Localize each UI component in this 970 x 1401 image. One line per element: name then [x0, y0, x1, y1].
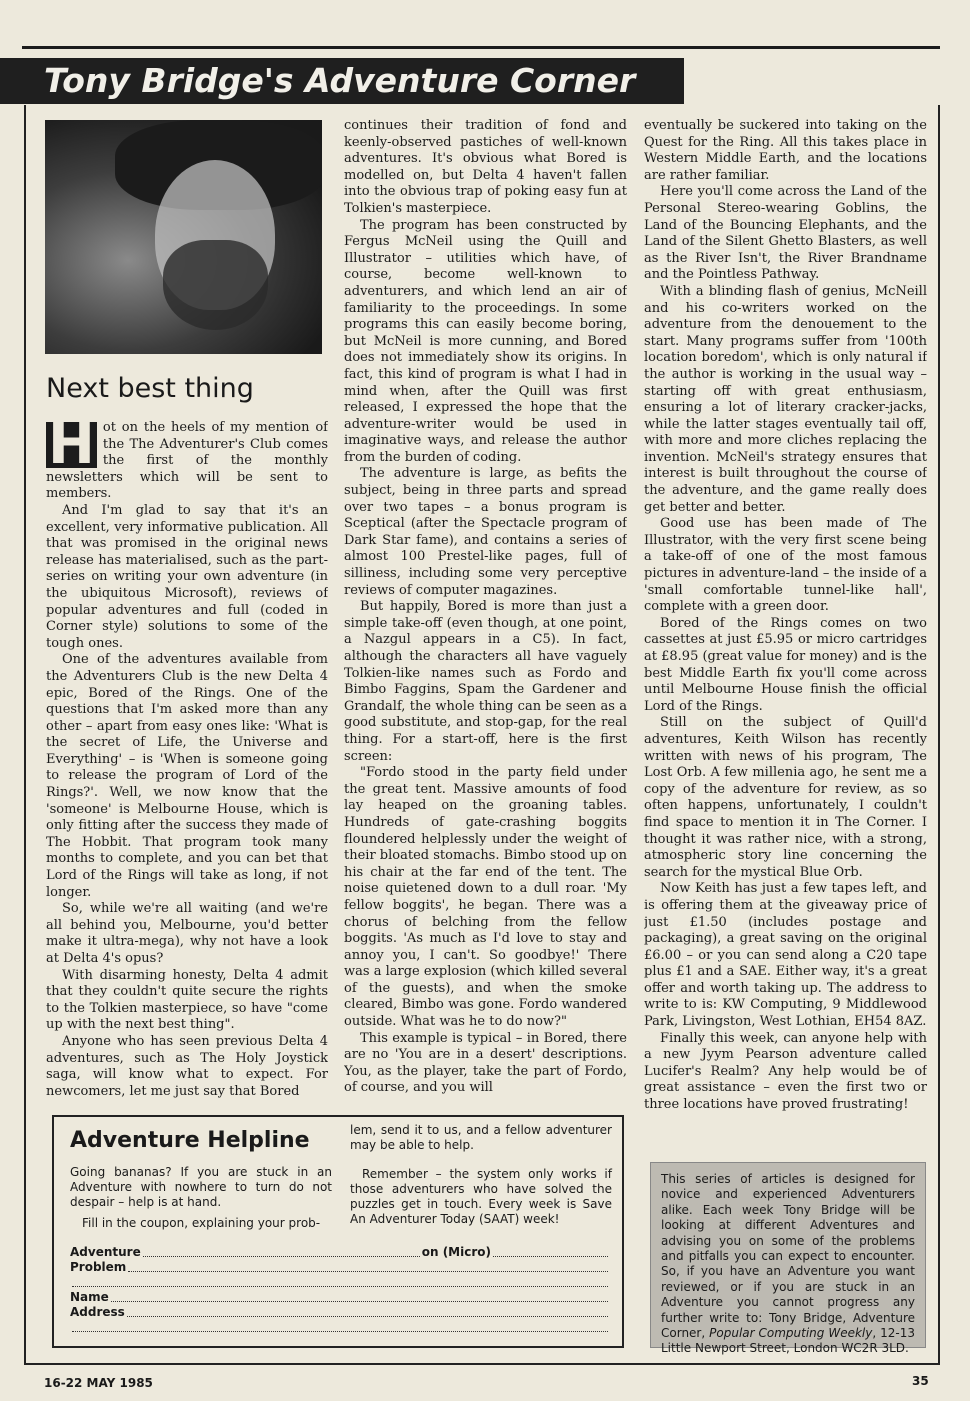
article-column-3 [644, 118, 927, 1158]
paragraph: "Fordo stood in the party field under the great tent. Massive amounts of food lay heaped on the groaning tables. Hundreds of gate-crashing boggits floundered helplessly under the weight of their bloated stomachs. Bimbo stood up on his chair at the far end of the tent. The noise quietened down to a dull roar. 'My fellow boggits', he began. There was a chorus of belching from the fellow boggits. 'As much as I'd love to stay and annoy you, I can't. So goodbye!' There was a large explosion (which killed several of the guests), and when the smoke cleared, Bimbo was gone. Fordo wandered outside. What was he to do now?" [344, 765, 627, 1030]
article-headline: Next best thing [46, 373, 254, 404]
address-field-2[interactable] [72, 1320, 608, 1332]
paragraph: Bored of the Rings comes on two cassettes at just £5.95 or micro cartridges at £8.95 (great value for money) and is the best Middle Earth fix you'll come across until Melbourne House finish the official Lord of the Rings. [644, 615, 927, 714]
paragraph: eventually be suckered into taking on the Quest for the Ring. All this takes place in Western Middle Earth, and the locations are rather familiar. [644, 118, 927, 183]
paragraph: H ot on the heels of my mention of the The Adventurer's Club comes the first of the monthly newsletters which will be sent to members. [46, 420, 328, 502]
magazine-name: Popular Computing Weekly [709, 1326, 873, 1341]
column-banner: Tony Bridge's Adventure Corner [0, 58, 684, 104]
adventure-row [70, 1245, 610, 1260]
micro-field[interactable] [493, 1245, 608, 1257]
address-label: Address [70, 1305, 125, 1319]
paragraph: The adventure is large, as befits the subject, being in three parts and spread over two tapes – a bonus program is Sceptical (after the Spectacle program of Dark Star fame), and contains a series of almost 100 Prestel-like pages, full of silliness, including some very perceptive reviews of computer magazines. [344, 466, 627, 598]
paragraph: Still on the subject of Quill'd adventures, Keith Wilson has recently written with news of his program, The Lost Orb. A few millenia ago, he sent me a copy of the adventure for review, as so often happens, unfortunately, I couldn't find space to mention it in The Corner. I thought it was rather nice, with a strong, atmospheric story line concerning the search for the mystical Blue Orb. [644, 715, 927, 880]
problem-row [70, 1260, 610, 1275]
paragraph: But happily, Bored is more than just a simple take-off (even though, at one point, a Nazgul appears in a C5). In fact, although the characters all have vaguely Tolkien-like names such as Fordo and Bimbo Faggins, Spam the Gardener and Grandalf, the whole thing can be seen as a good substitute, and stop-gap, for the real thing. For a start-off, here is the first screen: [344, 599, 627, 764]
helpline-column-1 [70, 1165, 332, 1237]
name-row [70, 1290, 610, 1305]
paragraph: Good use has been made of The Illustrator, with the very first scene being a take-off of one of the most famous pictures in adventure-land – the inside of a 'small comfortable tunnel-like hall', complete with a green door. [644, 516, 927, 615]
problem-field[interactable] [128, 1260, 608, 1272]
drop-cap: H [48, 420, 95, 477]
address-row [70, 1305, 610, 1320]
helpline-coupon [52, 1115, 624, 1348]
paragraph: With a blinding flash of genius, McNeill and his co-writers worked on the adventure from the denouement to the start. Many programs suffer from '100th location boredom', which is only natural if the author is working in the usual way – starting off with great enthusiasm, ensuring a lot of literary cracker-jacks, while the latter stages eventually tail off, with more and more cliches replacing the invention. McNeil's strategy ensures that interest is built throughout the course of the adventure, and the game really does get better and better. [644, 283, 927, 515]
adventure-label: Adventure [70, 1245, 141, 1259]
address-field[interactable] [127, 1305, 608, 1317]
helpline-column-2 [350, 1123, 612, 1233]
article-column-2 [344, 118, 627, 1113]
helpline-text: Fill in the coupon, explaining your prob- [82, 1216, 321, 1230]
paragraph: Anyone who has seen previous Delta 4 adventures, such as The Holy Joystick saga, will know what to expect. For newcomers, let me just say that Bored [46, 1033, 328, 1099]
paragraph: And I'm glad to say that it's an excellent, very informative publication. All that was promised in the original news release has materialised, such as the part-series on writing your own adventure (in the ubiquitous Microsoft), reviews of popular adventures and full (coded in Corner style) solutions to some of the tough ones. [46, 502, 328, 651]
address-row-2 [70, 1320, 610, 1335]
paragraph: Finally this week, can anyone help with a new Jyym Pearson adventure called Lucifer's Realm? Any help would be of great assistance – even the first two or three locations have proved frustrating! [644, 1030, 927, 1113]
name-field[interactable] [111, 1290, 608, 1302]
micro-label: on (Micro) [421, 1245, 491, 1259]
problem-label: Problem [70, 1260, 127, 1274]
paragraph: Here you'll come across the Land of the Personal Stereo-wearing Goblins, the Land of the Bouncing Elephants, and the Land of the Silent Ghetto Blasters, as well as the River Isn't, the River Brandname and the Pointless Pathway. [644, 184, 927, 283]
info-text: This series of articles is designed for novice and experienced Adventurers alike. Each week Tony Bridge will be looking at different Adventures and advising you on some of the problems and pitfalls you can expect to encounter. So, if you have an Adventure you want reviewed, or if you are stuck in an Adventure you cannot progress any further write to: Tony Bridge, Adventure Corner, [661, 1172, 915, 1341]
paragraph: continues their tradition of fond and keenly-observed pastiches of well-known adventures. It's obvious what Bored is modelled on, but Delta 4 haven't fallen into the obvious trap of poking easy fun at Tolkien's masterpiece. [344, 118, 627, 216]
paragraph: This example is typical – in Bored, there are no 'You are in a desert' descriptions. You, as the player, take the part of Fordo, of course, and you will [344, 1030, 627, 1096]
helpline-text: Going bananas? If you are stuck in an Adventure with nowhere to turn do not despair – help is at hand. [70, 1165, 332, 1209]
top-rule [22, 46, 940, 49]
coupon-form [70, 1245, 610, 1335]
helpline-text: Remember – the system only works if those adventurers who have solved the puzzles get in touch. Every week is Save An Adventurer Today (SAAT) week! [350, 1167, 612, 1226]
adventure-field[interactable] [143, 1245, 420, 1257]
name-label: Name [70, 1290, 109, 1304]
paragraph: One of the adventures available from the Adventurers Club is the new Delta 4 epic, Bored of the Rings. One of the questions that I'm asked more than any other – apart from easy ones like: 'What is the secret of Life, the Universe and Everything' – is 'When is someone going to release the program of Lord of the Rings?'. Well, we now know that the 'someone' is Melbourne House, which is only fitting after the success they made of The Hobbit. That program took many months to complete, and you can bet that Lord of the Rings will take as long, if not longer. [46, 652, 328, 900]
photo-beard [163, 240, 268, 330]
paragraph: Now Keith has just a few tapes left, and is offering them at the giveaway price of just £1.50 (includes postage and packaging), a great saving on the original £6.00 – or you can send along a C20 tape plus £1 and a SAE. Either way, it's a great offer and worth taking up. The address to write to is: KW Computing, 9 Middlewood Park, Livingston, West Lothian, EH54 8AZ. [644, 881, 927, 1030]
author-photo [45, 120, 322, 354]
paragraph: The program has been constructed by Fergus McNeil using the Quill and Illustrator – utilities which have, of course, become well-known to adventurers, and which lend an air of familiarity to the proceedings. In some programs this can easily become boring, but McNeil is more cunning, and Bored does not immediately show its origins. In fact, this kind of program is what I had in mind when, after the Quill was first released, I expressed the hope that the adventure-writer would be used in imaginative ways, and release the author from the burden of coding. [344, 217, 627, 465]
article-column-1 [46, 420, 328, 1100]
paragraph: With disarming honesty, Delta 4 admit that they couldn't quite secure the rights to the Tolkien masterpiece, so have "come up with the next best thing". [46, 967, 328, 1033]
helpline-text: lem, send it to us, and a fellow adventurer may be able to help. [350, 1123, 612, 1152]
problem-field-2[interactable] [72, 1275, 608, 1287]
problem-row-2 [70, 1275, 610, 1290]
page-number: 35 [912, 1374, 929, 1388]
helpline-title: Adventure Helpline [70, 1128, 310, 1153]
paragraph: So, while we're all waiting (and we're all behind you, Melbourne, you'd better make it ultra-mega), why not have a look at Delta 4's opus? [46, 901, 328, 966]
issue-date: 16-22 MAY 1985 [44, 1376, 153, 1390]
series-info-box [650, 1162, 926, 1356]
info-address: , 12-13 Little Newport Street, London WC2R 3LD. [661, 1326, 916, 1356]
